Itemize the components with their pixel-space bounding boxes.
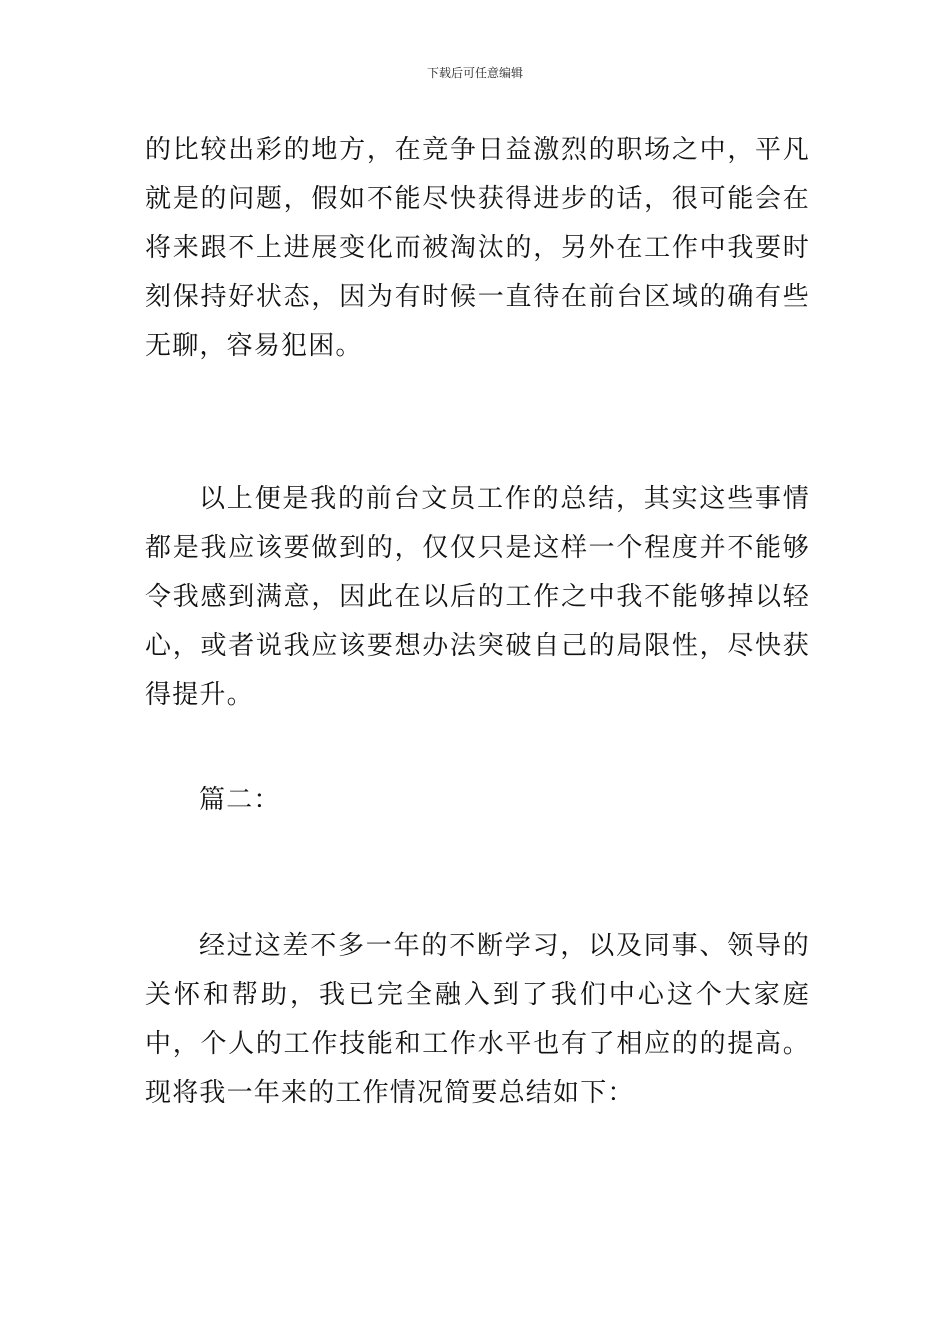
page-header: 下载后可任意编辑 [426,66,523,80]
section-heading: 篇二： [199,785,281,815]
paragraph-continuation: 的比较出彩的地方，在竞争日益激烈的职场之中，平凡就是的问题，假如不能尽快获得进步的话，很可能会在将来跟不上进展变化而被淘汰的，另外在工作中我要时刻保持好状态，因为有时候一直待在前台区域的确有些无聊，容易犯困。 [145,135,810,361]
paragraph-summary: 以上便是我的前台文员工作的总结，其实这些事情都是我应该要做到的，仅仅只是这样一个程度并不能够令我感到满意，因此在以后的工作之中我不能够掉以轻心，或者说我应该要想办法突破自己的局限性，尽快获得提升。 [145,484,810,710]
paragraph-intro: 经过这差不多一年的不断学习，以及同事、领导的关怀和帮助，我已完全融入到了我们中心这个大家庭中，个人的工作技能和工作水平也有了相应的的提高。现将我一年来的工作情况简要总结如下： [145,931,810,1108]
